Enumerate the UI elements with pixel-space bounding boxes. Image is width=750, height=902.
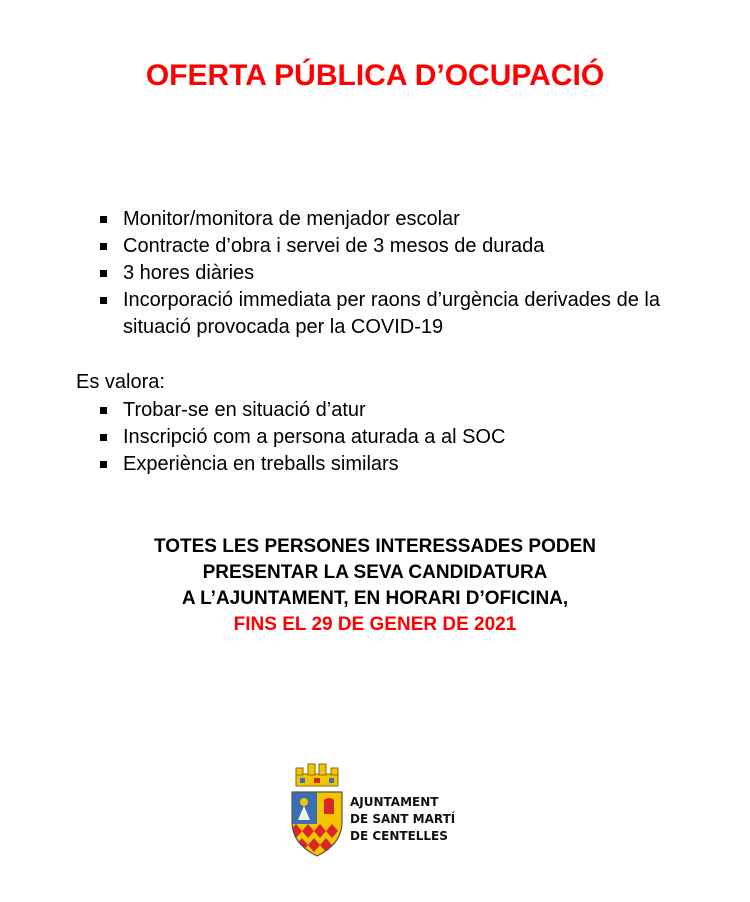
deadline-text: FINS EL 29 DE GENER DE 2021 — [233, 614, 517, 635]
shield-icon — [290, 792, 344, 858]
list-item-text: 3 hores diàries — [123, 262, 255, 284]
list-item — [96, 451, 716, 478]
list-item-text: Inscripció com a persona aturada a al SOC — [123, 426, 506, 448]
list-item — [96, 206, 716, 233]
square-bullet-icon — [100, 407, 107, 414]
list-item-text: Experiència en treballs similars — [123, 453, 399, 475]
list-item-text: Contracte d’obra i servei de 3 mesos de durada — [123, 235, 545, 257]
list-item-text: Monitor/monitora de menjador escolar — [123, 208, 460, 230]
municipal-logo — [286, 760, 476, 860]
square-bullet-icon — [100, 243, 107, 250]
logo-line: DE CENTELLES — [350, 829, 448, 843]
list-item-text: Incorporació immediata per raons d’urgència derivades de la situació provocada per la COVID-19 — [123, 289, 660, 338]
valued-criteria-list — [96, 397, 716, 478]
job-details-list — [96, 206, 716, 341]
crown-icon — [296, 764, 338, 786]
square-bullet-icon — [100, 297, 107, 304]
list-item-text: Trobar-se en situació d’atur — [123, 399, 366, 421]
list-item — [96, 233, 716, 260]
page-title: OFERTA PÚBLICA D’OCUPACIÓ — [145, 59, 605, 92]
application-notice — [0, 534, 750, 638]
square-bullet-icon — [100, 461, 107, 468]
notice-line: TOTES LES PERSONES INTERESSADES PODEN — [153, 536, 597, 557]
list-item — [96, 287, 716, 341]
coat-of-arms-icon — [286, 760, 348, 860]
logo-line: AJUNTAMENT — [350, 795, 439, 809]
logo-line: DE SANT MARTÍ — [350, 812, 456, 826]
notice-line: A L’AJUNTAMENT, EN HORARI D’OFICINA, — [181, 588, 569, 609]
list-item — [96, 260, 716, 287]
square-bullet-icon — [100, 270, 107, 277]
logo-text — [350, 794, 455, 845]
square-bullet-icon — [100, 216, 107, 223]
valued-heading: Es valora: — [76, 371, 165, 393]
list-item — [96, 397, 716, 424]
notice-line: PRESENTAR LA SEVA CANDIDATURA — [202, 562, 548, 583]
list-item — [96, 424, 716, 451]
square-bullet-icon — [100, 434, 107, 441]
